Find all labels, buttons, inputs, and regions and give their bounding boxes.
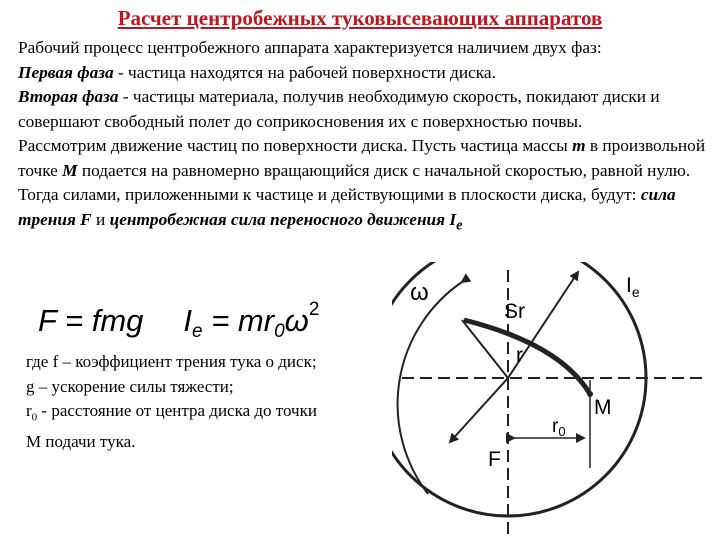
phase1-text: - частица находятся на рабочей поверхности диска. [113, 62, 496, 82]
r0-label [552, 416, 566, 439]
motion-paragraph [18, 134, 708, 237]
phase1-label: Первая фаза [18, 62, 114, 82]
phase2-text: - частицы материала, получив необходимую скорость, покидают диски и совершают свободный полет до соприкосновения их с поверхностью почвы. [18, 87, 660, 131]
friction-force-arrow [450, 378, 508, 442]
friction-formula: F = fmg [38, 303, 144, 338]
formula-omega: ω [284, 303, 309, 338]
para-and: и [91, 209, 110, 229]
centrifugal-force-term: центробежная сила переносного движения I [109, 209, 457, 229]
ie-label-sub: e [631, 284, 640, 300]
page-title: Расчет центробежных туковысевающих аппаратов [117, 6, 603, 30]
note-g: g – ускорение силы тяжести; [26, 376, 234, 396]
point-symbol: М [62, 160, 78, 180]
radius-label: r [516, 344, 523, 367]
omega-label: ω [410, 279, 429, 306]
phase2-paragraph [18, 85, 708, 134]
main-text [18, 36, 708, 237]
note-f: где f – коэффициент трения тука о диск; [26, 352, 317, 371]
formula-mr: = mr [202, 303, 275, 338]
para-text-3: подается на равномерно вращающийся диск с начальной скоростью, равной нулю. Тогда силами, приложенными к частице и действующими в плоскости диска, будут: [18, 160, 691, 204]
note-r0-sub: 0 [31, 411, 38, 424]
note-r0-main: r [26, 401, 32, 420]
centrifugal-formula [183, 299, 320, 342]
formulas [38, 290, 319, 352]
disk-diagram [392, 262, 710, 538]
friction-label: F [488, 448, 501, 471]
formula-square: 2 [308, 299, 320, 320]
ie-label [626, 274, 640, 300]
note-r0 [26, 399, 386, 430]
legend-notes [26, 350, 386, 454]
note-m: М подачи тука. [26, 431, 136, 451]
friction-force-term: сила трения F [18, 185, 676, 229]
para-text-1: Рассмотрим движение частиц по поверхности диска. Пусть частица массы [18, 136, 573, 155]
trajectory-path [464, 320, 590, 394]
centrifugal-subscript: e [456, 216, 463, 233]
r0-label-sub: 0 [558, 424, 566, 439]
intro-paragraph: Рабочий процесс центробежного аппарата характеризуется наличием двух фаз: [18, 38, 602, 57]
mass-symbol: m [572, 136, 586, 155]
phase2-label: Вторая фаза [18, 87, 119, 106]
rotation-arrow [398, 282, 462, 494]
ie-label-main: I [626, 274, 632, 297]
m-label: M [594, 396, 612, 419]
para-text-2: в произвольной точке [18, 136, 706, 180]
r0-label-main: r [552, 416, 559, 437]
note-r0-text: - расстояние от центра диска до точки [37, 401, 317, 420]
sr-label: Sr [504, 300, 525, 323]
phase1-paragraph [18, 61, 708, 86]
formula-ie: I [183, 303, 193, 338]
formula-r0-sub: 0 [274, 321, 285, 342]
formula-ie-sub: e [192, 321, 203, 342]
